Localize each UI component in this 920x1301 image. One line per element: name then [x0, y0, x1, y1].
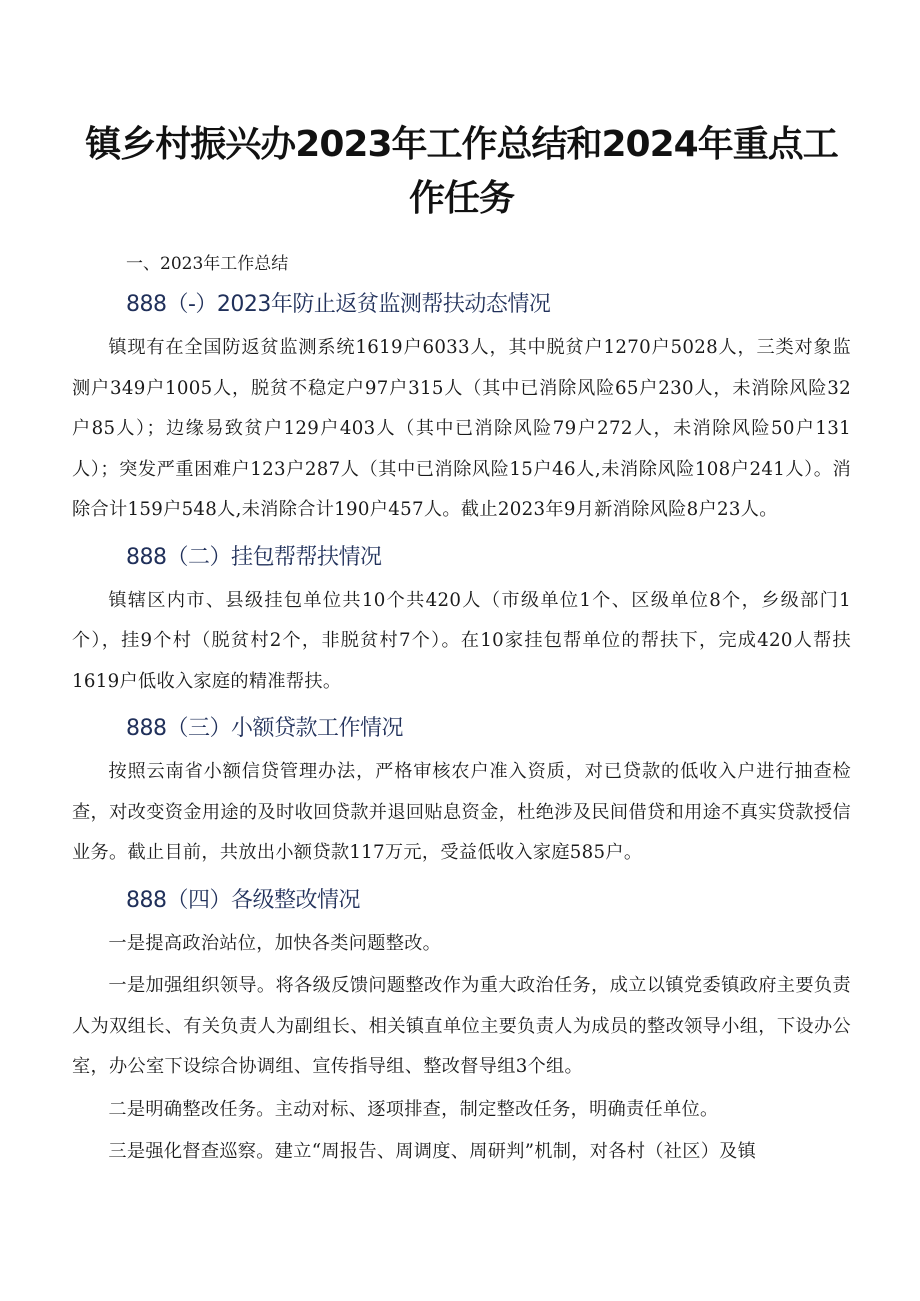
subsection-heading: 888（-）2023年防止返贫监测帮扶动态情况 [126, 292, 551, 317]
body-paragraph: 一是提高政治站位，加快各类问题整改。 [108, 932, 442, 954]
section-heading: 一、2023年工作总结 [126, 254, 289, 274]
body-paragraph: 镇辖区内市、县级挂包单位共10个共420人（市级单位1个、区级单位8个，乡级部门1个），挂9个村（脱贫村2个，非脱贫村7个）。在10家挂包帮单位的帮扶下，完成420人帮扶1619户低收入家庭的精准帮扶。 [72, 589, 851, 692]
document-title: 镇乡村振兴办2023年工作总结和2024年重点工作任务 [85, 124, 838, 219]
subsection-heading: 888（四）各级整改情况 [126, 887, 360, 913]
subsection-heading: 888（二）挂包帮帮扶情况 [126, 544, 382, 570]
body-paragraph: 按照云南省小额信贷管理办法，严格审核农户准入资质，对已贷款的低收入户进行抽查检查，对改变资金用途的及时收回贷款并退回贴息资金，杜绝涉及民间借贷和用途不真实贷款授信业务。截止目前，共放出小额贷款117万元，受益低收入家庭585户。 [72, 761, 851, 863]
body-paragraph: 一是加强组织领导。将各级反馈问题整改作为重大政治任务，成立以镇党委镇政府主要负责人为双组长、有关负责人为副组长、相关镇直单位主要负责人为成员的整改领导小组，下设办公室，办公室下设综合协调组、宣传指导组、整改督导组3个组。 [72, 975, 851, 1077]
body-paragraph: 二是明确整改任务。主动对标、逐项排查，制定整改任务，明确责任单位。 [108, 1098, 719, 1120]
body-paragraph: 镇现有在全国防返贫监测系统1619户6033人，其中脱贫户1270户5028人，三类对象监测户349户1005人，脱贫不稳定户97户315人（其中已消除风险65户230人，未消除风险32户85人）；边缘易致贫户129户403人（其中已消除风险79户272人，未消除风险50户131人）；突发严重困难户123户287人（其中已消除风险15户46人,未消除风险108户241人）。消除合计159户548人,未消除合计190户457人。截止2023年9月新消除风险8户23人。 [72, 337, 851, 520]
subsection-heading: 888（三）小额贷款工作情况 [126, 716, 403, 741]
body-paragraph: 三是强化督查巡察。建立“周报告、周调度、周研判”机制，对各村（社区）及镇 [108, 1141, 757, 1162]
